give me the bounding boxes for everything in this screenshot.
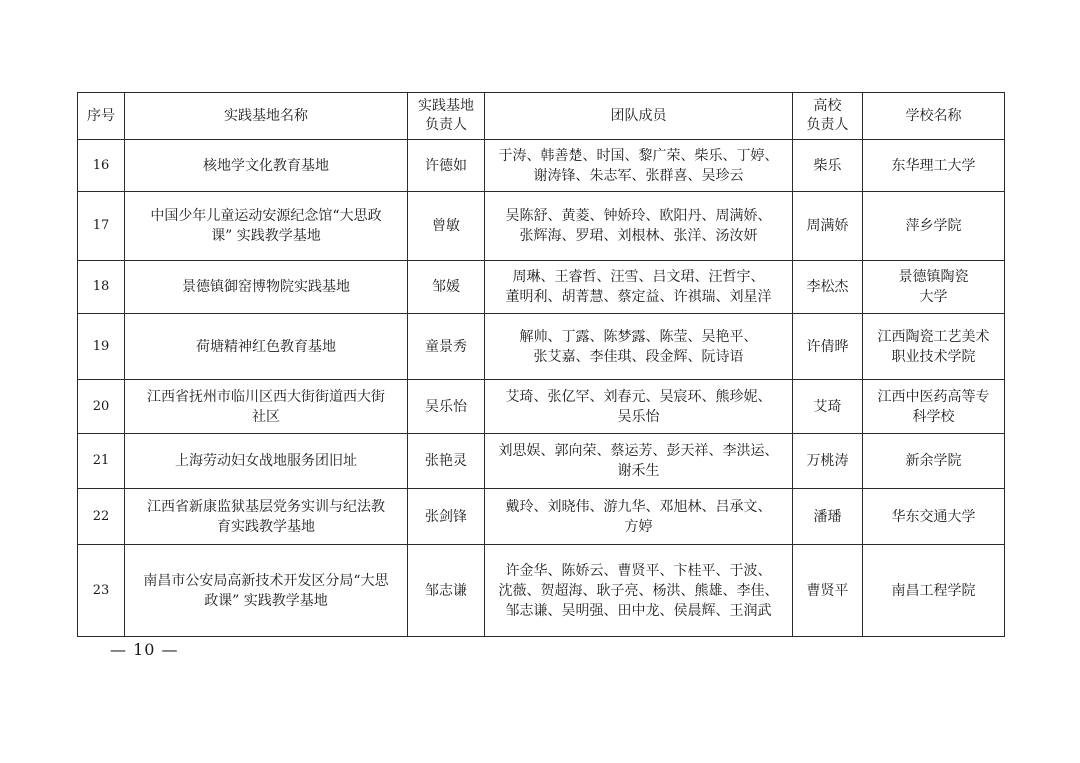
row-univ-lead: 柴乐 [793,140,863,192]
row-base-name-line: 上海劳动妇女战地服务团旧址 [175,453,357,469]
row-base-name-line: 课” 实践教学基地 [211,228,321,244]
table-row [78,434,1005,489]
row-base-name-line: 育实践教学基地 [217,518,315,535]
row-base-lead: 曾敏 [408,192,485,261]
row-members [485,261,793,314]
row-members-line: 戴玲、刘晓伟、游九华、邓旭林、吕承文、 [505,498,772,515]
row-members-line: 张辉海、罗珺、刘根林、张洋、汤汝妍 [519,228,758,244]
row-base-lead: 邹媛 [408,261,485,314]
row-members [485,192,793,261]
row-school-line: 江西中医药高等专 [877,388,990,405]
row-base-name [125,192,408,261]
row-members [485,380,793,434]
row-base-lead: 张艳灵 [408,434,485,489]
row-members-line: 邹志谦、吴明强、田中龙、侯晨辉、王润武 [505,602,772,619]
row-school-line: 南昌工程学院 [891,582,976,599]
row-members [485,140,793,192]
row-base-name-line: 江西省抚州市临川区西大街街道西大街 [147,388,385,405]
row-base-name-line: 中国少年儿童运动安源纪念馆“大思政 [150,208,382,224]
table-row [78,261,1005,314]
header-base-lead-line: 实践基地 [418,98,474,114]
row-members-line: 吴陈舒、黄菱、钟娇玲、欧阳丹、周满娇、 [505,208,772,224]
row-members-line: 沈薇、贺超海、耿子亮、杨洪、熊雄、李佳、 [498,582,779,599]
row-base-name-line: 社区 [252,408,280,425]
row-univ-lead: 曹贤平 [793,545,863,637]
row-members [485,434,793,489]
row-seq: 19 [78,314,125,380]
row-school-line: 华东交通大学 [891,508,976,525]
practice-base-table [77,92,1005,637]
row-members [485,489,793,545]
row-base-name-line: 江西省新康监狱基层党务实训与纪法教 [147,498,385,515]
row-base-name-line: 景德镇御窑博物院实践基地 [182,279,350,295]
row-school-line: 新余学院 [905,453,962,469]
header-seq: 序号 [78,93,125,140]
row-seq: 21 [78,434,125,489]
row-base-name-line: 荷塘精神红色教育基地 [196,338,336,355]
table-row [78,192,1005,261]
row-base-name-line: 核地学文化教育基地 [203,157,329,174]
row-school-line: 江西陶瓷工艺美术 [877,328,990,345]
row-members-line: 董明利、胡菁慧、蔡定益、许祺瑞、刘星洋 [505,289,772,305]
row-seq: 16 [78,140,125,192]
row-base-lead: 邹志谦 [408,545,485,637]
row-base-name-line: 南昌市公安局高新技术开发区分局“大思 [143,572,389,589]
table-row [78,489,1005,545]
row-base-lead: 童景秀 [408,314,485,380]
header-school: 学校名称 [863,93,1005,140]
page-number: — 10 — [110,640,179,659]
row-univ-lead: 潘璠 [793,489,863,545]
row-school-line: 东华理工大学 [891,157,976,174]
row-seq: 17 [78,192,125,261]
row-members [485,314,793,380]
row-members-line: 方婷 [624,518,653,535]
row-members-line: 艾琦、张亿罕、刘春元、吴宸环、熊珍妮、 [505,388,772,405]
row-school [863,489,1005,545]
row-members-line: 谢涛锋、朱志军、张群喜、吴珍云 [533,167,744,184]
header-base-lead [408,93,485,140]
table-row [78,140,1005,192]
row-school [863,314,1005,380]
row-members-line: 解帅、丁露、陈梦露、陈莹、吴艳平、 [519,328,758,345]
header-base-lead-line: 负责人 [425,117,467,133]
row-univ-lead: 万桃涛 [793,434,863,489]
table-row [78,545,1005,637]
row-seq: 22 [78,489,125,545]
row-seq: 20 [78,380,125,434]
row-school [863,545,1005,637]
header-univ-lead [793,93,863,140]
row-school-line: 萍乡学院 [905,218,962,234]
header-members: 团队成员 [485,93,793,140]
row-base-name [125,380,408,434]
row-members [485,545,793,637]
row-base-name [125,545,408,637]
row-base-name [125,140,408,192]
row-members-line: 刘思娱、郭向荣、蔡运芳、彭天祥、李洪运、 [498,443,779,459]
row-school [863,261,1005,314]
row-base-name [125,434,408,489]
row-univ-lead: 李松杰 [793,261,863,314]
row-members-line: 张艾嘉、李佳琪、段金辉、阮诗语 [533,348,744,365]
row-univ-lead: 许倩晔 [793,314,863,380]
row-school-line: 大学 [919,289,948,305]
header-base-name: 实践基地名称 [125,93,408,140]
row-members-line: 许金华、陈娇云、曹贤平、卞桂平、于波、 [505,562,772,579]
row-school [863,380,1005,434]
row-base-name [125,314,408,380]
row-members-line: 于涛、韩善楚、时国、黎广荣、柴乐、丁婷、 [498,147,779,164]
row-base-name [125,489,408,545]
row-members-line: 吴乐怡 [617,408,660,425]
row-school-line: 职业技术学院 [891,348,976,365]
row-base-lead: 许德如 [408,140,485,192]
row-school [863,140,1005,192]
table-row [78,380,1005,434]
row-school-line: 景德镇陶瓷 [898,269,969,285]
row-seq: 18 [78,261,125,314]
row-school [863,434,1005,489]
row-base-name-line: 政课” 实践教学基地 [204,592,328,609]
row-univ-lead: 艾琦 [793,380,863,434]
header-univ-lead-line: 高校 [813,98,842,114]
table-header-row [78,93,1005,140]
row-univ-lead: 周满娇 [793,192,863,261]
row-seq: 23 [78,545,125,637]
row-school [863,192,1005,261]
header-univ-lead-line: 负责人 [806,117,849,133]
table-row [78,314,1005,380]
row-school-line: 科学校 [912,408,955,425]
row-members-line: 谢禾生 [617,463,660,479]
row-base-lead: 张剑锋 [408,489,485,545]
row-base-lead: 吴乐怡 [408,380,485,434]
row-members-line: 周琳、王睿哲、汪雪、吕文珺、汪哲宇、 [512,269,765,285]
row-base-name [125,261,408,314]
